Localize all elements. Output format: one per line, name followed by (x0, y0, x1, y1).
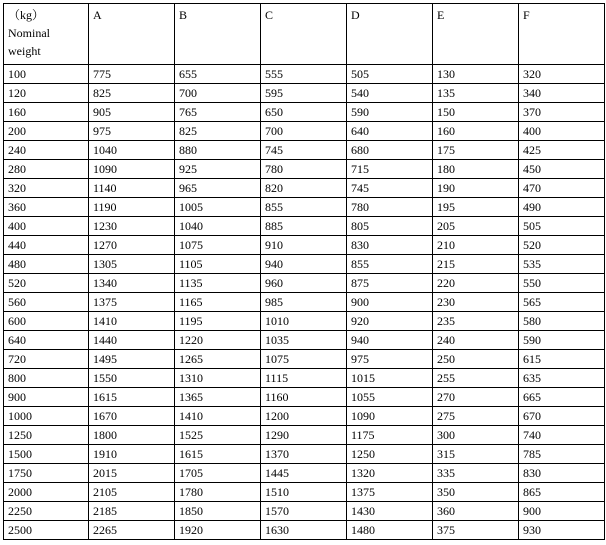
cell-c: 820 (261, 179, 347, 198)
cell-d: 875 (347, 274, 433, 293)
table-row (4, 179, 605, 198)
table-row (4, 388, 605, 407)
cell-d: 1055 (347, 388, 433, 407)
cell-a: 1410 (89, 312, 175, 331)
cell-f: 740 (519, 426, 605, 445)
table-row (4, 274, 605, 293)
cell-c: 885 (261, 217, 347, 236)
weight-dimension-table (3, 3, 605, 540)
cell-b: 1615 (175, 445, 261, 464)
cell-d: 780 (347, 198, 433, 217)
header-col-e: E (433, 4, 519, 65)
cell-b: 1005 (175, 198, 261, 217)
cell-f: 580 (519, 312, 605, 331)
cell-d: 680 (347, 141, 433, 160)
cell-a: 1270 (89, 236, 175, 255)
cell-b: 1040 (175, 217, 261, 236)
table-row (4, 84, 605, 103)
cell-f: 590 (519, 331, 605, 350)
cell-e: 335 (433, 464, 519, 483)
cell-a: 2015 (89, 464, 175, 483)
cell-nominal-weight: 400 (4, 217, 89, 236)
cell-e: 175 (433, 141, 519, 160)
cell-d: 920 (347, 312, 433, 331)
cell-c: 960 (261, 274, 347, 293)
cell-f: 830 (519, 464, 605, 483)
cell-d: 1090 (347, 407, 433, 426)
cell-a: 1670 (89, 407, 175, 426)
table-row (4, 331, 605, 350)
cell-d: 975 (347, 350, 433, 369)
cell-a: 1340 (89, 274, 175, 293)
cell-c: 985 (261, 293, 347, 312)
cell-e: 255 (433, 369, 519, 388)
cell-a: 1495 (89, 350, 175, 369)
cell-b: 765 (175, 103, 261, 122)
cell-c: 1570 (261, 502, 347, 521)
cell-a: 905 (89, 103, 175, 122)
table-row (4, 198, 605, 217)
cell-c: 855 (261, 198, 347, 217)
cell-a: 1800 (89, 426, 175, 445)
cell-nominal-weight: 1750 (4, 464, 89, 483)
cell-b: 1365 (175, 388, 261, 407)
cell-d: 590 (347, 103, 433, 122)
table-row (4, 65, 605, 84)
table-row (4, 122, 605, 141)
cell-d: 855 (347, 255, 433, 274)
cell-d: 1480 (347, 521, 433, 540)
table-row (4, 217, 605, 236)
header-row (4, 4, 605, 65)
cell-c: 940 (261, 255, 347, 274)
cell-a: 1910 (89, 445, 175, 464)
header-weight: weight (8, 44, 41, 58)
cell-e: 375 (433, 521, 519, 540)
cell-nominal-weight: 560 (4, 293, 89, 312)
cell-a: 1090 (89, 160, 175, 179)
cell-d: 805 (347, 217, 433, 236)
cell-e: 230 (433, 293, 519, 312)
cell-d: 940 (347, 331, 433, 350)
cell-e: 235 (433, 312, 519, 331)
cell-e: 130 (433, 65, 519, 84)
cell-f: 400 (519, 122, 605, 141)
cell-d: 900 (347, 293, 433, 312)
cell-c: 700 (261, 122, 347, 141)
cell-c: 1290 (261, 426, 347, 445)
cell-c: 1160 (261, 388, 347, 407)
cell-nominal-weight: 1000 (4, 407, 89, 426)
cell-nominal-weight: 600 (4, 312, 89, 331)
cell-e: 190 (433, 179, 519, 198)
cell-d: 1015 (347, 369, 433, 388)
cell-e: 210 (433, 236, 519, 255)
table-row (4, 141, 605, 160)
cell-nominal-weight: 120 (4, 84, 89, 103)
cell-a: 775 (89, 65, 175, 84)
cell-e: 135 (433, 84, 519, 103)
table-row (4, 236, 605, 255)
cell-f: 550 (519, 274, 605, 293)
cell-e: 195 (433, 198, 519, 217)
cell-f: 785 (519, 445, 605, 464)
cell-e: 150 (433, 103, 519, 122)
cell-f: 535 (519, 255, 605, 274)
cell-c: 555 (261, 65, 347, 84)
cell-b: 1410 (175, 407, 261, 426)
cell-b: 1135 (175, 274, 261, 293)
cell-c: 1200 (261, 407, 347, 426)
cell-nominal-weight: 480 (4, 255, 89, 274)
cell-d: 540 (347, 84, 433, 103)
cell-e: 250 (433, 350, 519, 369)
cell-d: 505 (347, 65, 433, 84)
cell-a: 1440 (89, 331, 175, 350)
cell-f: 490 (519, 198, 605, 217)
cell-c: 1445 (261, 464, 347, 483)
table-row (4, 445, 605, 464)
cell-f: 450 (519, 160, 605, 179)
cell-c: 1370 (261, 445, 347, 464)
cell-f: 930 (519, 521, 605, 540)
cell-a: 1550 (89, 369, 175, 388)
cell-nominal-weight: 280 (4, 160, 89, 179)
cell-b: 1075 (175, 236, 261, 255)
cell-nominal-weight: 1500 (4, 445, 89, 464)
cell-e: 275 (433, 407, 519, 426)
cell-b: 1310 (175, 369, 261, 388)
cell-nominal-weight: 360 (4, 198, 89, 217)
header-col-d: D (347, 4, 433, 65)
table-row (4, 255, 605, 274)
header-unit: （kg） (8, 8, 45, 22)
cell-a: 1230 (89, 217, 175, 236)
cell-b: 925 (175, 160, 261, 179)
cell-e: 240 (433, 331, 519, 350)
cell-a: 1305 (89, 255, 175, 274)
cell-f: 320 (519, 65, 605, 84)
cell-b: 825 (175, 122, 261, 141)
cell-f: 340 (519, 84, 605, 103)
cell-nominal-weight: 2000 (4, 483, 89, 502)
cell-e: 220 (433, 274, 519, 293)
cell-c: 1115 (261, 369, 347, 388)
cell-d: 1430 (347, 502, 433, 521)
table-row (4, 293, 605, 312)
cell-a: 2265 (89, 521, 175, 540)
cell-b: 1265 (175, 350, 261, 369)
cell-c: 745 (261, 141, 347, 160)
cell-d: 1320 (347, 464, 433, 483)
cell-nominal-weight: 2250 (4, 502, 89, 521)
cell-nominal-weight: 200 (4, 122, 89, 141)
cell-d: 1175 (347, 426, 433, 445)
cell-f: 370 (519, 103, 605, 122)
cell-b: 1105 (175, 255, 261, 274)
table-row (4, 426, 605, 445)
table-row (4, 483, 605, 502)
cell-c: 1035 (261, 331, 347, 350)
table-row (4, 350, 605, 369)
cell-nominal-weight: 100 (4, 65, 89, 84)
cell-c: 595 (261, 84, 347, 103)
cell-nominal-weight: 440 (4, 236, 89, 255)
cell-b: 1165 (175, 293, 261, 312)
cell-f: 470 (519, 179, 605, 198)
cell-a: 1375 (89, 293, 175, 312)
cell-f: 615 (519, 350, 605, 369)
header-col-a: A (89, 4, 175, 65)
table-row (4, 407, 605, 426)
cell-d: 830 (347, 236, 433, 255)
cell-b: 655 (175, 65, 261, 84)
cell-b: 1195 (175, 312, 261, 331)
cell-f: 665 (519, 388, 605, 407)
cell-a: 1615 (89, 388, 175, 407)
cell-a: 2185 (89, 502, 175, 521)
cell-e: 350 (433, 483, 519, 502)
cell-e: 160 (433, 122, 519, 141)
table-row (4, 521, 605, 540)
cell-b: 1525 (175, 426, 261, 445)
cell-f: 520 (519, 236, 605, 255)
header-nominal-weight (4, 4, 89, 65)
cell-e: 215 (433, 255, 519, 274)
cell-f: 900 (519, 502, 605, 521)
cell-nominal-weight: 520 (4, 274, 89, 293)
cell-nominal-weight: 900 (4, 388, 89, 407)
cell-c: 1075 (261, 350, 347, 369)
cell-c: 1510 (261, 483, 347, 502)
cell-nominal-weight: 320 (4, 179, 89, 198)
table-row (4, 464, 605, 483)
cell-nominal-weight: 160 (4, 103, 89, 122)
cell-nominal-weight: 720 (4, 350, 89, 369)
cell-c: 1010 (261, 312, 347, 331)
cell-a: 1040 (89, 141, 175, 160)
cell-nominal-weight: 2500 (4, 521, 89, 540)
cell-f: 635 (519, 369, 605, 388)
header-nominal: Nominal (8, 26, 50, 40)
cell-c: 650 (261, 103, 347, 122)
cell-d: 1250 (347, 445, 433, 464)
header-col-c: C (261, 4, 347, 65)
cell-a: 2105 (89, 483, 175, 502)
cell-nominal-weight: 240 (4, 141, 89, 160)
cell-c: 1630 (261, 521, 347, 540)
cell-e: 315 (433, 445, 519, 464)
cell-b: 880 (175, 141, 261, 160)
header-col-b: B (175, 4, 261, 65)
cell-f: 425 (519, 141, 605, 160)
cell-nominal-weight: 640 (4, 331, 89, 350)
cell-b: 700 (175, 84, 261, 103)
cell-e: 270 (433, 388, 519, 407)
cell-c: 780 (261, 160, 347, 179)
cell-f: 670 (519, 407, 605, 426)
cell-a: 1190 (89, 198, 175, 217)
cell-d: 745 (347, 179, 433, 198)
cell-b: 1850 (175, 502, 261, 521)
cell-c: 910 (261, 236, 347, 255)
table-row (4, 103, 605, 122)
cell-e: 205 (433, 217, 519, 236)
table-row (4, 160, 605, 179)
header-col-f: F (519, 4, 605, 65)
table-row (4, 312, 605, 331)
cell-f: 865 (519, 483, 605, 502)
cell-b: 1780 (175, 483, 261, 502)
cell-e: 360 (433, 502, 519, 521)
cell-f: 505 (519, 217, 605, 236)
cell-e: 300 (433, 426, 519, 445)
cell-d: 1375 (347, 483, 433, 502)
cell-f: 565 (519, 293, 605, 312)
cell-d: 715 (347, 160, 433, 179)
cell-nominal-weight: 1250 (4, 426, 89, 445)
table-row (4, 502, 605, 521)
cell-b: 965 (175, 179, 261, 198)
cell-a: 975 (89, 122, 175, 141)
cell-e: 180 (433, 160, 519, 179)
cell-b: 1220 (175, 331, 261, 350)
cell-b: 1705 (175, 464, 261, 483)
table-row (4, 369, 605, 388)
cell-a: 825 (89, 84, 175, 103)
cell-d: 640 (347, 122, 433, 141)
cell-nominal-weight: 800 (4, 369, 89, 388)
cell-b: 1920 (175, 521, 261, 540)
cell-a: 1140 (89, 179, 175, 198)
